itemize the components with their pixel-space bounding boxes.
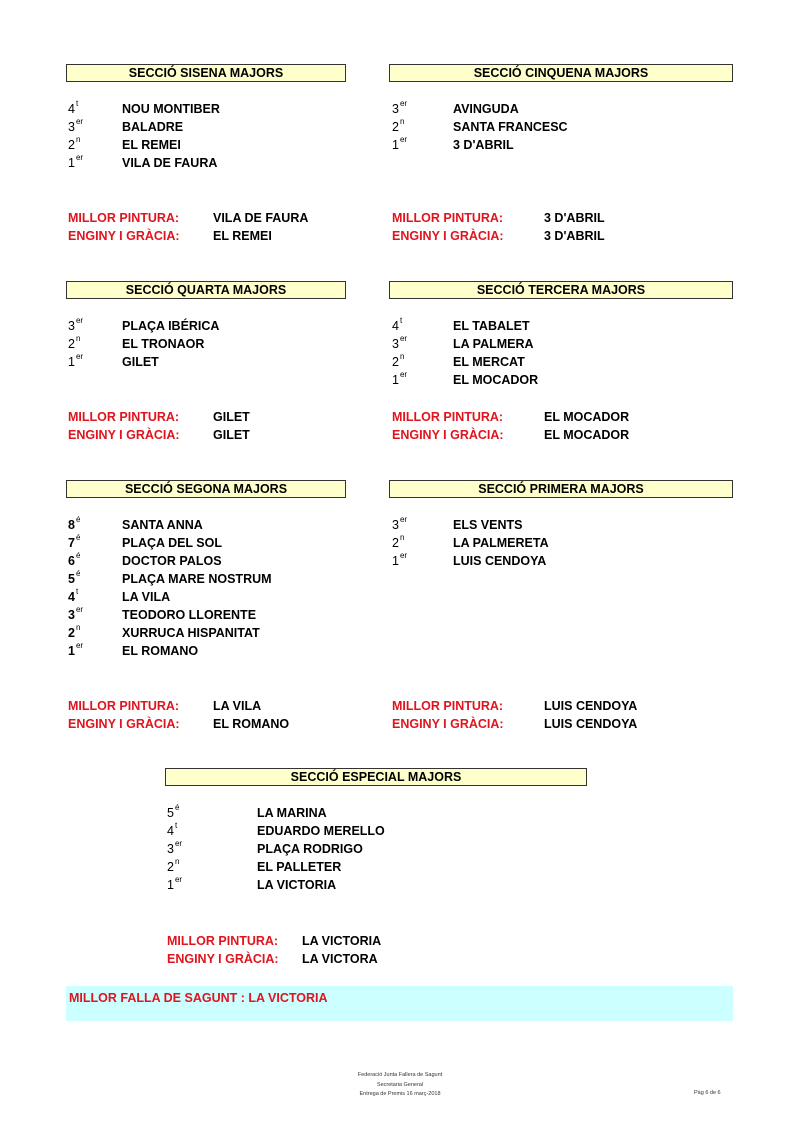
rank-row (392, 371, 712, 389)
rank-number: 2 (392, 536, 399, 550)
rank-number: 3 (167, 842, 174, 856)
rank-suffix: n (75, 623, 81, 632)
rank-suffix: n (174, 857, 180, 866)
award-pintura-row (68, 697, 388, 715)
rank-suffix: er (399, 135, 408, 144)
rank-row (68, 118, 388, 136)
award-pintura-row (392, 209, 712, 227)
award-pintura-label: MILLOR PINTURA: (392, 410, 504, 424)
rank-row (68, 588, 388, 606)
falla-name: EL ROMANO (122, 644, 199, 658)
section-header-cinquena: SECCIÓ CINQUENA MAJORS (389, 64, 733, 82)
award-enginy-winner: LUIS CENDOYA (544, 717, 638, 731)
rank-position (392, 371, 407, 389)
falla-name: EL REMEI (122, 138, 181, 152)
rank-suffix: é (75, 569, 81, 578)
rank-row (392, 335, 712, 353)
falla-name: NOU MONTIBER (122, 102, 220, 116)
rank-position (68, 335, 80, 353)
rank-number: 1 (68, 355, 75, 369)
rank-row (68, 642, 388, 660)
rank-row (68, 606, 388, 624)
rank-row (392, 100, 712, 118)
falla-name: EL PALLETER (257, 860, 342, 874)
rank-suffix: n (399, 533, 405, 542)
rank-position (392, 534, 404, 552)
award-enginy-row (68, 426, 388, 444)
rank-row (392, 552, 712, 570)
rank-position (167, 876, 182, 894)
section-header-especial: SECCIÓ ESPECIAL MAJORS (165, 768, 587, 786)
falla-name: BALADRE (122, 120, 184, 134)
rank-position (68, 100, 78, 118)
rank-suffix: er (399, 334, 408, 343)
award-pintura-label: MILLOR PINTURA: (392, 211, 504, 225)
award-pintura-winner: LUIS CENDOYA (544, 699, 638, 713)
rank-number: 1 (392, 373, 399, 387)
rank-position (68, 588, 78, 606)
rank-suffix: é (75, 533, 81, 542)
footer-org: Federació Junta Fallera de Sagunt (357, 1072, 443, 1078)
award-enginy-row (68, 715, 388, 733)
rank-row (68, 516, 388, 534)
rank-number: 5 (68, 572, 75, 586)
falla-name: EDUARDO MERELLO (257, 824, 385, 838)
rank-suffix: n (75, 334, 81, 343)
rank-suffix: é (75, 515, 81, 524)
falla-name: LUIS CENDOYA (453, 554, 547, 568)
rank-number: 1 (167, 878, 174, 892)
rank-number: 2 (68, 337, 75, 351)
rank-number: 2 (392, 120, 399, 134)
award-pintura-label: MILLOR PINTURA: (68, 211, 180, 225)
falla-name: LA VILA (122, 590, 171, 604)
rank-position (68, 534, 80, 552)
falla-name: PLAÇA RODRIGO (257, 842, 363, 856)
rank-position (167, 858, 179, 876)
rank-row (68, 570, 388, 588)
award-enginy-winner: EL MOCADOR (544, 428, 630, 442)
rank-number: 4 (68, 102, 75, 116)
rank-suffix: er (399, 370, 408, 379)
award-pintura-label: MILLOR PINTURA: (167, 934, 279, 948)
section-header-primera: SECCIÓ PRIMERA MAJORS (389, 480, 733, 498)
award-enginy-winner: LA VICTORA (302, 952, 378, 966)
rank-suffix: é (174, 803, 180, 812)
rank-row (68, 353, 388, 371)
award-enginy-winner: EL ROMANO (213, 717, 290, 731)
rank-position (392, 317, 402, 335)
falla-name: XURRUCA HISPANITAT (122, 626, 260, 640)
falla-name: LA PALMERETA (453, 536, 549, 550)
rank-number: 2 (68, 626, 75, 640)
award-pintura-winner: VILA DE FAURA (213, 211, 309, 225)
rank-number: 3 (392, 518, 399, 532)
award-pintura-label: MILLOR PINTURA: (392, 699, 504, 713)
rank-suffix: n (399, 352, 405, 361)
rank-suffix: n (399, 117, 405, 126)
rank-number: 8 (68, 518, 75, 532)
rank-number: 3 (68, 120, 75, 134)
rank-position (68, 317, 83, 335)
rank-row (68, 335, 388, 353)
award-pintura-winner: LA VILA (213, 699, 262, 713)
rank-suffix: er (75, 153, 84, 162)
rank-row (392, 317, 712, 335)
rank-position (68, 624, 80, 642)
rank-number: 1 (392, 138, 399, 152)
award-pintura-winner: LA VICTORIA (302, 934, 382, 948)
rank-position (68, 353, 83, 371)
rank-number: 5 (167, 806, 174, 820)
rank-row (68, 534, 388, 552)
rank-number: 7 (68, 536, 75, 550)
rank-position (68, 118, 83, 136)
rank-row (68, 100, 388, 118)
falla-name: EL TRONAOR (122, 337, 205, 351)
rank-row (167, 840, 487, 858)
award-pintura-winner: EL MOCADOR (544, 410, 630, 424)
rank-row (68, 317, 388, 335)
award-pintura-row (68, 209, 388, 227)
rank-row (68, 154, 388, 172)
rank-suffix: er (399, 99, 408, 108)
rank-suffix: er (399, 551, 408, 560)
falla-name: PLAÇA IBÉRICA (122, 319, 220, 333)
award-pintura-winner: 3 D'ABRIL (544, 211, 605, 225)
falla-name: VILA DE FAURA (122, 156, 218, 170)
rank-suffix: er (174, 875, 183, 884)
section-header-sisena: SECCIÓ SISENA MAJORS (66, 64, 346, 82)
award-pintura-winner: GILET (213, 410, 250, 424)
rank-suffix: t (399, 316, 403, 325)
rank-number: 1 (68, 644, 75, 658)
rank-suffix: é (75, 551, 81, 560)
rank-position (392, 100, 407, 118)
award-enginy-row (392, 227, 712, 245)
rank-suffix: n (75, 135, 81, 144)
footer-dept: Secretaria General (376, 1081, 424, 1088)
award-enginy-row (68, 227, 388, 245)
award-enginy-row (392, 426, 712, 444)
rank-number: 3 (68, 608, 75, 622)
rank-position (392, 552, 407, 570)
award-pintura-row (392, 408, 712, 426)
footer (300, 1071, 500, 1100)
award-enginy-label: ENGINY I GRÀCIA: (68, 229, 180, 243)
award-pintura-row (167, 932, 487, 950)
rank-position (68, 516, 80, 534)
rank-position (392, 516, 407, 534)
award-enginy-winner: EL REMEI (213, 229, 272, 243)
rank-position (68, 606, 83, 624)
rank-suffix: t (174, 821, 178, 830)
rank-number: 1 (392, 554, 399, 568)
rank-position (68, 570, 80, 588)
award-enginy-label: ENGINY I GRÀCIA: (68, 428, 180, 442)
rank-number: 3 (392, 102, 399, 116)
rank-suffix: t (75, 587, 79, 596)
rank-suffix: er (75, 117, 84, 126)
rank-number: 4 (68, 590, 75, 604)
rank-position (167, 840, 182, 858)
award-enginy-label: ENGINY I GRÀCIA: (392, 428, 504, 442)
award-enginy-label: ENGINY I GRÀCIA: (392, 717, 504, 731)
rank-number: 3 (68, 319, 75, 333)
rank-row (167, 858, 487, 876)
rank-position (68, 642, 83, 660)
falla-name: PLAÇA MARE NOSTRUM (122, 572, 272, 586)
rank-position (167, 822, 177, 840)
falla-name: SANTA FRANCESC (453, 120, 568, 134)
falla-name: AVINGUDA (453, 102, 519, 116)
rank-suffix: er (75, 641, 84, 650)
section-header-segona: SECCIÓ SEGONA MAJORS (66, 480, 346, 498)
rank-number: 1 (68, 156, 75, 170)
rank-row (68, 552, 388, 570)
falla-name: PLAÇA DEL SOL (122, 536, 223, 550)
rank-row (68, 136, 388, 154)
rank-suffix: er (75, 605, 84, 614)
rank-position (68, 552, 80, 570)
rank-position (392, 118, 404, 136)
rank-number: 4 (167, 824, 174, 838)
award-enginy-row (392, 715, 712, 733)
award-pintura-row (392, 697, 712, 715)
rank-suffix: t (75, 99, 79, 108)
falla-name: SANTA ANNA (122, 518, 203, 532)
award-enginy-label: ENGINY I GRÀCIA: (167, 952, 279, 966)
rank-position (68, 136, 80, 154)
rank-suffix: er (399, 515, 408, 524)
rank-row (392, 534, 712, 552)
rank-number: 2 (167, 860, 174, 874)
rank-position (392, 353, 404, 371)
rank-position (68, 154, 83, 172)
award-enginy-winner: 3 D'ABRIL (544, 229, 605, 243)
section-header-tercera: SECCIÓ TERCERA MAJORS (389, 281, 733, 299)
falla-name: LA MARINA (257, 806, 327, 820)
falla-name: ELS VENTS (453, 518, 523, 532)
rank-number: 2 (392, 355, 399, 369)
award-pintura-row (68, 408, 388, 426)
rank-position (167, 804, 179, 822)
rank-row (392, 353, 712, 371)
award-enginy-row (167, 950, 487, 968)
rank-row (392, 118, 712, 136)
rank-row (392, 136, 712, 154)
falla-name: TEODORO LLORENTE (122, 608, 257, 622)
falla-name: EL MERCAT (453, 355, 525, 369)
award-pintura-label: MILLOR PINTURA: (68, 699, 180, 713)
falla-name: GILET (122, 355, 159, 369)
award-enginy-label: ENGINY I GRÀCIA: (392, 229, 504, 243)
falla-name: EL MOCADOR (453, 373, 539, 387)
falla-name: LA VICTORIA (257, 878, 337, 892)
rank-number: 4 (392, 319, 399, 333)
falla-name: DOCTOR PALOS (122, 554, 222, 568)
best-falla-banner: MILLOR FALLA DE SAGUNT : LA VICTORIA (66, 986, 733, 1021)
falla-name: EL TABALET (453, 319, 530, 333)
rank-row (167, 876, 487, 894)
page-number: Pàg 6 de 6 (694, 1090, 721, 1096)
rank-suffix: er (174, 839, 183, 848)
rank-suffix: er (75, 316, 84, 325)
rank-number: 6 (68, 554, 75, 568)
rank-row (68, 624, 388, 642)
footer-event: Entrega de Premis 16 març-2018 (359, 1091, 441, 1097)
falla-name: 3 D'ABRIL (453, 138, 514, 152)
award-enginy-winner: GILET (213, 428, 250, 442)
rank-number: 2 (68, 138, 75, 152)
rank-row (167, 822, 487, 840)
rank-suffix: er (75, 352, 84, 361)
award-enginy-label: ENGINY I GRÀCIA: (68, 717, 180, 731)
award-pintura-label: MILLOR PINTURA: (68, 410, 180, 424)
section-header-quarta: SECCIÓ QUARTA MAJORS (66, 281, 346, 299)
rank-row (167, 804, 487, 822)
falla-name: LA PALMERA (453, 337, 534, 351)
rank-position (392, 335, 407, 353)
rank-number: 3 (392, 337, 399, 351)
rank-row (392, 516, 712, 534)
rank-position (392, 136, 407, 154)
